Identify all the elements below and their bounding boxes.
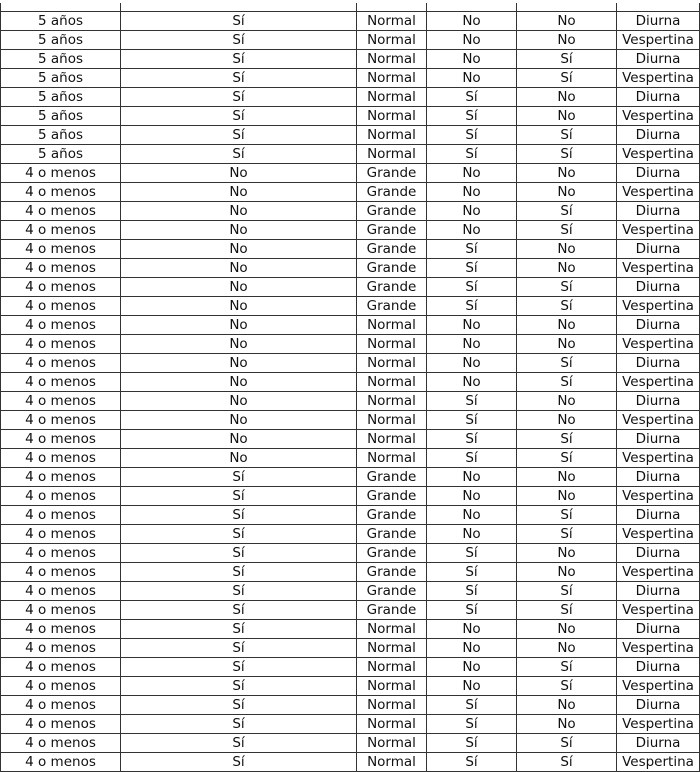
table-cell-jornada: Vespertina <box>617 259 700 278</box>
table-cell-antecedentes: No <box>121 335 357 354</box>
table-cell-tamano: Grande <box>357 183 427 202</box>
table-cell-col5: No <box>517 335 617 354</box>
table-cell-antecedentes: No <box>121 430 357 449</box>
table-cell-col5: Sí <box>517 354 617 373</box>
table-cell-col4: Sí <box>427 449 517 468</box>
table-cell-antecedentes: Sí <box>121 696 357 715</box>
table-cell-col4: No <box>427 316 517 335</box>
table-cell-edad: 4 o menos <box>1 164 121 183</box>
table-body <box>1 0 700 772</box>
table-cell-jornada: Diurna <box>617 544 700 563</box>
table-cell-tamano: Grande <box>357 506 427 525</box>
table-cell-col5: No <box>517 240 617 259</box>
table-cell-jornada: Diurna <box>617 164 700 183</box>
table-cell-edad: 5 años <box>1 12 121 31</box>
table-row <box>1 582 700 601</box>
table-cell-jornada: Diurna <box>617 50 700 69</box>
table-cell-jornada: Vespertina <box>617 183 700 202</box>
table-cell-edad: 5 años <box>1 126 121 145</box>
table-cell-antecedentes: Sí <box>121 563 357 582</box>
table-cell-col5: Sí <box>517 202 617 221</box>
table-cell-col4: No <box>427 335 517 354</box>
table-cell-col5: Sí <box>517 506 617 525</box>
table-row <box>1 544 700 563</box>
table-cell-antecedentes: Sí <box>121 734 357 753</box>
table-cell-antecedentes: Sí <box>121 487 357 506</box>
table-cell-jornada: Diurna <box>617 240 700 259</box>
table-cell-edad: 4 o menos <box>1 620 121 639</box>
table-cell-tamano: Grande <box>357 297 427 316</box>
table-cell-col5: No <box>517 468 617 487</box>
table-cell-edad: 4 o menos <box>1 468 121 487</box>
table-cell-col4: Sí <box>427 734 517 753</box>
table-cell-edad: 4 o menos <box>1 544 121 563</box>
table-cell-edad: 4 o menos <box>1 183 121 202</box>
table-cell-edad: 4 o menos <box>1 297 121 316</box>
table-cell-tamano: Normal <box>357 354 427 373</box>
table-cell-col5: Sí <box>517 449 617 468</box>
table-cell-col5: Sí <box>517 677 617 696</box>
table-row <box>1 278 700 297</box>
table-cell-col5: No <box>517 164 617 183</box>
table-cell-tamano: Grande <box>357 259 427 278</box>
table-cell-tamano: Normal <box>357 677 427 696</box>
table-cell-edad: 4 o menos <box>1 696 121 715</box>
table-row <box>1 221 700 240</box>
table-cell-edad: 4 o menos <box>1 316 121 335</box>
table-row <box>1 658 700 677</box>
table-cell-col4: No <box>427 354 517 373</box>
table-cell-tamano: Normal <box>357 316 427 335</box>
table-cell-col4: No <box>427 506 517 525</box>
table-cell-col4: No <box>427 658 517 677</box>
table-cell-antecedentes: Sí <box>121 126 357 145</box>
table-row <box>1 373 700 392</box>
table-cell-antecedentes: Sí <box>121 107 357 126</box>
table-cell-edad: 4 o menos <box>1 563 121 582</box>
table-row <box>1 240 700 259</box>
table-cell-tamano: Normal <box>357 696 427 715</box>
table-cell-col5: Sí <box>517 278 617 297</box>
table-row <box>1 620 700 639</box>
table-cell-col5: No <box>517 392 617 411</box>
table-cell-antecedentes: No <box>121 411 357 430</box>
table-cell-edad: 4 o menos <box>1 734 121 753</box>
table-cell-antecedentes: Sí <box>121 31 357 50</box>
table-cell-jornada: Vespertina <box>617 449 700 468</box>
table-cell-antecedentes: Sí <box>121 468 357 487</box>
table-cell-antecedentes: No <box>121 240 357 259</box>
table-cell-edad: 4 o menos <box>1 430 121 449</box>
table-cell-jornada: Diurna <box>617 734 700 753</box>
table-row <box>1 677 700 696</box>
table-cell-edad: 4 o menos <box>1 715 121 734</box>
table-cell-tamano: Grande <box>357 202 427 221</box>
table-cell-antecedentes: Sí <box>121 88 357 107</box>
table-cell-col4: Sí <box>427 563 517 582</box>
table-row <box>1 31 700 50</box>
table-cell-tamano: Normal <box>357 145 427 164</box>
table-row <box>1 50 700 69</box>
table-row <box>1 259 700 278</box>
table-cell-edad: 4 o menos <box>1 240 121 259</box>
table-cell-col5: Sí <box>517 145 617 164</box>
table-cell-col4: No <box>427 487 517 506</box>
table-cell-tamano: Normal <box>357 658 427 677</box>
table-cell-col5: No <box>517 563 617 582</box>
table-cell-edad: 4 o menos <box>1 202 121 221</box>
table-cell-col4: No <box>427 677 517 696</box>
table-cell-col4: No <box>427 525 517 544</box>
table-cell-tamano: Normal <box>357 12 427 31</box>
table-row <box>1 430 700 449</box>
table-cell-col4: Sí <box>427 753 517 772</box>
table-cell-antecedentes: Sí <box>121 69 357 88</box>
table-row <box>1 392 700 411</box>
table-cell-col5: No <box>517 259 617 278</box>
table-row <box>1 335 700 354</box>
table-cell-tamano: Normal <box>357 126 427 145</box>
table-cell-tamano: Normal <box>357 107 427 126</box>
table-cell-jornada: Vespertina <box>617 373 700 392</box>
table-cell-antecedentes: No <box>121 278 357 297</box>
table-row <box>1 696 700 715</box>
table-cell-col4: Sí <box>427 126 517 145</box>
table-cell-tamano: Grande <box>357 487 427 506</box>
table-cell-antecedentes: No <box>121 297 357 316</box>
table-cell-edad: 4 o menos <box>1 335 121 354</box>
table-cell-jornada: Diurna <box>617 12 700 31</box>
table-cell-tamano: Normal <box>357 430 427 449</box>
table-cell-tamano: Grande <box>357 468 427 487</box>
table-cell-col5: No <box>517 544 617 563</box>
table-cell-col4: No <box>427 468 517 487</box>
table-cell-antecedentes: Sí <box>121 50 357 69</box>
table-cell-antecedentes: No <box>121 259 357 278</box>
table-cell-edad: 5 años <box>1 50 121 69</box>
table-cell-jornada: Vespertina <box>617 715 700 734</box>
table-cell-tamano: Normal <box>357 392 427 411</box>
table-cell-col5: No <box>517 88 617 107</box>
table-cell-edad: 4 o menos <box>1 601 121 620</box>
table-cell-edad: 4 o menos <box>1 373 121 392</box>
table-cell-col4: No <box>427 12 517 31</box>
table-cell-jornada: Diurna <box>617 430 700 449</box>
table-cell-col5: No <box>517 183 617 202</box>
table-row <box>1 601 700 620</box>
table-cell-col5: No <box>517 316 617 335</box>
table-cell-col4: No <box>427 202 517 221</box>
table-cell-col4: Sí <box>427 430 517 449</box>
table-row <box>1 506 700 525</box>
table-cell-jornada: Vespertina <box>617 487 700 506</box>
table-cell-tamano: Grande <box>357 525 427 544</box>
table-cell-col4: Sí <box>427 107 517 126</box>
table-cell-antecedentes: Sí <box>121 601 357 620</box>
top-crop-mask <box>0 0 700 3</box>
table-cell-col5: Sí <box>517 601 617 620</box>
table-cell-jornada: Diurna <box>617 202 700 221</box>
table-cell-edad: 4 o menos <box>1 582 121 601</box>
table-cell-tamano: Normal <box>357 715 427 734</box>
table-cell-jornada: Vespertina <box>617 525 700 544</box>
table-cell-col5: Sí <box>517 430 617 449</box>
table-cell-jornada: Diurna <box>617 88 700 107</box>
table-cell-col4: Sí <box>427 544 517 563</box>
table-cell-col5: No <box>517 620 617 639</box>
table-cell-tamano: Grande <box>357 278 427 297</box>
table-cell-col4: No <box>427 620 517 639</box>
table-cell-jornada: Vespertina <box>617 601 700 620</box>
table-cell-col4: No <box>427 373 517 392</box>
table-cell-edad: 5 años <box>1 31 121 50</box>
table-cell-antecedentes: No <box>121 221 357 240</box>
table-cell-col5: No <box>517 107 617 126</box>
table-row <box>1 411 700 430</box>
table-cell-col5: Sí <box>517 582 617 601</box>
table-cell-col4: Sí <box>427 88 517 107</box>
table-cell-tamano: Grande <box>357 582 427 601</box>
table-cell-col5: No <box>517 639 617 658</box>
table-row <box>1 734 700 753</box>
table-row <box>1 354 700 373</box>
table-cell-antecedentes: No <box>121 316 357 335</box>
table-cell-col4: Sí <box>427 582 517 601</box>
table-cell-col5: No <box>517 696 617 715</box>
table-cell-tamano: Normal <box>357 373 427 392</box>
table-cell-edad: 4 o menos <box>1 411 121 430</box>
table-cell-col4: No <box>427 31 517 50</box>
table-cell-jornada: Diurna <box>617 316 700 335</box>
table-cell-antecedentes: No <box>121 202 357 221</box>
table-cell-col5: Sí <box>517 753 617 772</box>
table-cell-antecedentes: Sí <box>121 582 357 601</box>
table-row <box>1 715 700 734</box>
table-cell-tamano: Grande <box>357 601 427 620</box>
table-cell-col4: Sí <box>427 297 517 316</box>
table-cell-antecedentes: Sí <box>121 544 357 563</box>
table-row <box>1 12 700 31</box>
table-cell-col4: Sí <box>427 278 517 297</box>
table-cell-edad: 4 o menos <box>1 525 121 544</box>
table-cell-edad: 4 o menos <box>1 354 121 373</box>
table-cell-jornada: Diurna <box>617 126 700 145</box>
table-cell-col5: Sí <box>517 69 617 88</box>
table-cell-jornada: Vespertina <box>617 221 700 240</box>
table-cell-col4: Sí <box>427 601 517 620</box>
table-cell-tamano: Normal <box>357 335 427 354</box>
table-cell-tamano: Grande <box>357 544 427 563</box>
table-row <box>1 487 700 506</box>
table-cell-col5: Sí <box>517 734 617 753</box>
table-cell-antecedentes: Sí <box>121 677 357 696</box>
table-row <box>1 164 700 183</box>
table-cell-tamano: Grande <box>357 240 427 259</box>
table-cell-col4: Sí <box>427 259 517 278</box>
table-row <box>1 88 700 107</box>
table-row <box>1 297 700 316</box>
table-cell-col5: Sí <box>517 297 617 316</box>
table-row <box>1 183 700 202</box>
table-cell-jornada: Diurna <box>617 506 700 525</box>
table-cell-col5: Sí <box>517 126 617 145</box>
table-cell-jornada: Diurna <box>617 468 700 487</box>
table-cell-jornada: Vespertina <box>617 31 700 50</box>
table-cell-edad: 5 años <box>1 69 121 88</box>
table-cell-antecedentes: Sí <box>121 506 357 525</box>
table-cell-col4: No <box>427 69 517 88</box>
table-cell-antecedentes: Sí <box>121 715 357 734</box>
table-cell-edad: 4 o menos <box>1 449 121 468</box>
table-cell-antecedentes: No <box>121 354 357 373</box>
table-cell-col4: Sí <box>427 715 517 734</box>
table-row <box>1 107 700 126</box>
table-cell-col5: No <box>517 31 617 50</box>
table-cell-col4: Sí <box>427 240 517 259</box>
table-cell-col5: No <box>517 12 617 31</box>
table-cell-tamano: Normal <box>357 411 427 430</box>
table-row <box>1 753 700 772</box>
table-cell-tamano: Normal <box>357 69 427 88</box>
table-cell-tamano: Normal <box>357 620 427 639</box>
table-cell-edad: 4 o menos <box>1 259 121 278</box>
table-cell-jornada: Vespertina <box>617 297 700 316</box>
table-cell-col4: No <box>427 221 517 240</box>
table-cell-jornada: Diurna <box>617 658 700 677</box>
table-cell-antecedentes: No <box>121 373 357 392</box>
table-cell-edad: 4 o menos <box>1 392 121 411</box>
table-row <box>1 69 700 88</box>
table-cell-jornada: Diurna <box>617 620 700 639</box>
table-cell-edad: 4 o menos <box>1 278 121 297</box>
table-row <box>1 145 700 164</box>
table-cell-col5: No <box>517 715 617 734</box>
table-cell-tamano: Grande <box>357 221 427 240</box>
table-cell-jornada: Diurna <box>617 278 700 297</box>
table-cell-jornada: Diurna <box>617 354 700 373</box>
table-cell-edad: 4 o menos <box>1 221 121 240</box>
table-cell-col4: No <box>427 164 517 183</box>
table-cell-edad: 5 años <box>1 145 121 164</box>
table-cell-col5: Sí <box>517 525 617 544</box>
table-cell-tamano: Grande <box>357 563 427 582</box>
table-cell-jornada: Vespertina <box>617 753 700 772</box>
table-cell-col4: Sí <box>427 392 517 411</box>
table-cell-col5: No <box>517 487 617 506</box>
table-row <box>1 525 700 544</box>
table-cell-col5: No <box>517 411 617 430</box>
table-cell-antecedentes: Sí <box>121 145 357 164</box>
table-cell-col5: Sí <box>517 658 617 677</box>
table-cell-antecedentes: No <box>121 164 357 183</box>
table-cell-jornada: Vespertina <box>617 335 700 354</box>
table-cell-tamano: Normal <box>357 31 427 50</box>
table-cell-tamano: Normal <box>357 734 427 753</box>
table-cell-tamano: Normal <box>357 449 427 468</box>
table-cell-col4: No <box>427 183 517 202</box>
table-row <box>1 202 700 221</box>
table-cell-edad: 4 o menos <box>1 677 121 696</box>
table-cell-jornada: Vespertina <box>617 411 700 430</box>
table-cell-col4: No <box>427 50 517 69</box>
table-cell-edad: 4 o menos <box>1 639 121 658</box>
table-row <box>1 639 700 658</box>
table-cell-jornada: Diurna <box>617 392 700 411</box>
table-cell-antecedentes: Sí <box>121 658 357 677</box>
table-cell-tamano: Normal <box>357 639 427 658</box>
table-cell-antecedentes: Sí <box>121 753 357 772</box>
table-cell-antecedentes: No <box>121 449 357 468</box>
table-cell-col4: Sí <box>427 145 517 164</box>
table-cell-jornada: Vespertina <box>617 69 700 88</box>
table-cell-edad: 5 años <box>1 88 121 107</box>
table-cell-tamano: Normal <box>357 50 427 69</box>
table-cell-jornada: Vespertina <box>617 677 700 696</box>
table-cell-edad: 5 años <box>1 107 121 126</box>
table-cell-edad: 4 o menos <box>1 506 121 525</box>
table-cell-tamano: Normal <box>357 88 427 107</box>
table-cell-jornada: Diurna <box>617 696 700 715</box>
table-row <box>1 468 700 487</box>
table-cell-col5: Sí <box>517 221 617 240</box>
table-cell-edad: 4 o menos <box>1 753 121 772</box>
table-row <box>1 449 700 468</box>
table-cell-antecedentes: No <box>121 183 357 202</box>
table-cell-jornada: Diurna <box>617 582 700 601</box>
table-cell-jornada: Vespertina <box>617 639 700 658</box>
table-cell-col5: Sí <box>517 50 617 69</box>
table-cell-col4: Sí <box>427 696 517 715</box>
table-cell-edad: 4 o menos <box>1 487 121 506</box>
table-cell-col4: Sí <box>427 411 517 430</box>
table-cell-antecedentes: Sí <box>121 525 357 544</box>
table-cell-col4: No <box>427 639 517 658</box>
table-cell-antecedentes: Sí <box>121 639 357 658</box>
table-cell-edad: 4 o menos <box>1 658 121 677</box>
table-cell-tamano: Normal <box>357 753 427 772</box>
table-row <box>1 126 700 145</box>
table-cell-antecedentes: No <box>121 392 357 411</box>
table-cell-jornada: Vespertina <box>617 563 700 582</box>
table-cell-antecedentes: Sí <box>121 12 357 31</box>
table-cell-col5: Sí <box>517 373 617 392</box>
table-row <box>1 563 700 582</box>
table-cell-tamano: Grande <box>357 164 427 183</box>
table-cell-jornada: Vespertina <box>617 107 700 126</box>
table-cell-antecedentes: Sí <box>121 620 357 639</box>
table-row <box>1 316 700 335</box>
table-cell-jornada: Vespertina <box>617 145 700 164</box>
